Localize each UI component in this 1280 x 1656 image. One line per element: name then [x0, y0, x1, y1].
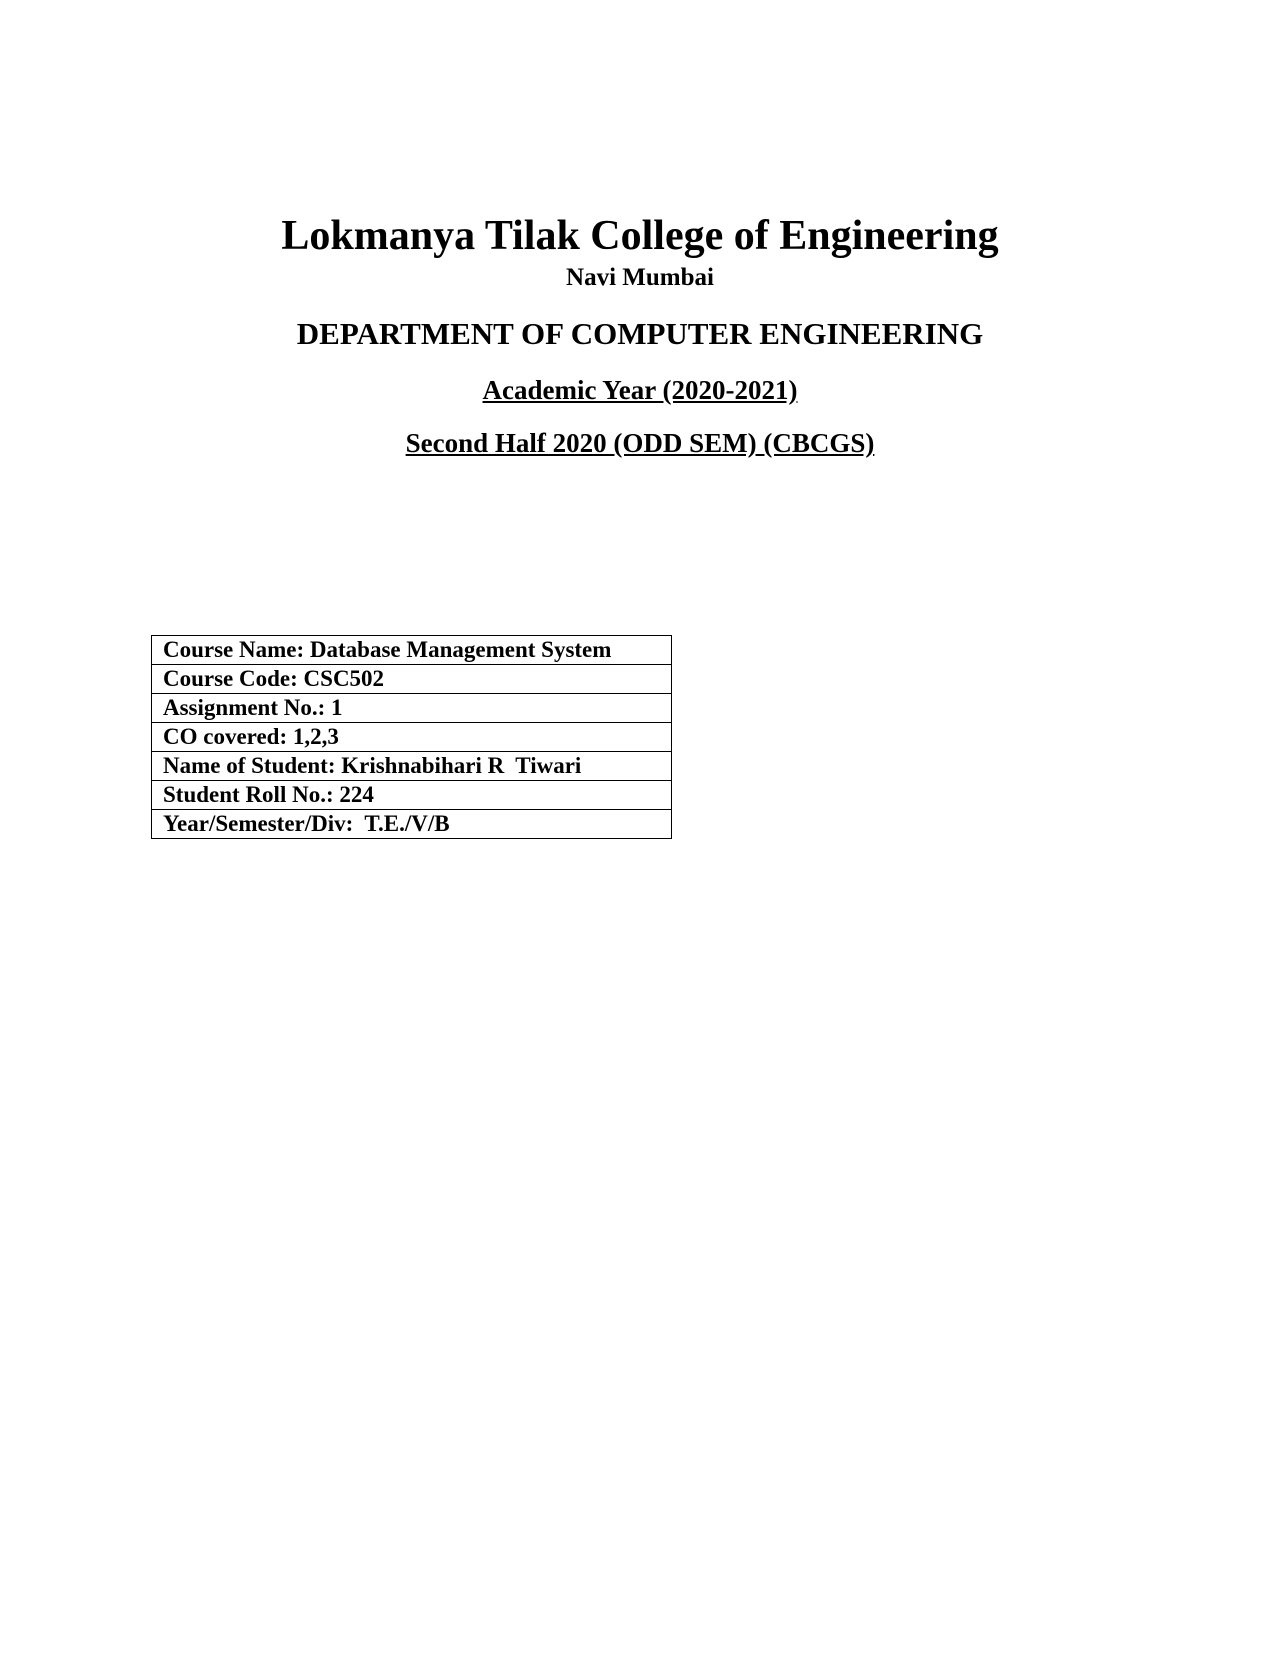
course-name-cell: Course Name: Database Management System [152, 636, 672, 665]
table-row [152, 810, 672, 839]
assignment-number-cell: Assignment No.: 1 [152, 694, 672, 723]
table-row [152, 781, 672, 810]
table-row [152, 752, 672, 781]
roll-number-cell: Student Roll No.: 224 [152, 781, 672, 810]
table-row [152, 636, 672, 665]
table-row [152, 723, 672, 752]
college-city: Navi Mumbai [566, 264, 714, 291]
student-name-cell: Name of Student: Krishnabihari R Tiwari [152, 752, 672, 781]
college-name: Lokmanya Tilak College of Engineering [281, 213, 999, 259]
semester-info: Second Half 2020 (ODD SEM) (CBCGS) [405, 428, 875, 458]
table-row [152, 665, 672, 694]
year-semester-div-cell: Year/Semester/Div: T.E./V/B [152, 810, 672, 839]
table-row [152, 694, 672, 723]
department-title: DEPARTMENT OF COMPUTER ENGINEERING [296, 316, 984, 351]
academic-year: Academic Year (2020-2021) [482, 375, 798, 405]
assignment-info-table [151, 635, 672, 839]
co-covered-cell: CO covered: 1,2,3 [152, 723, 672, 752]
course-code-cell: Course Code: CSC502 [152, 665, 672, 694]
